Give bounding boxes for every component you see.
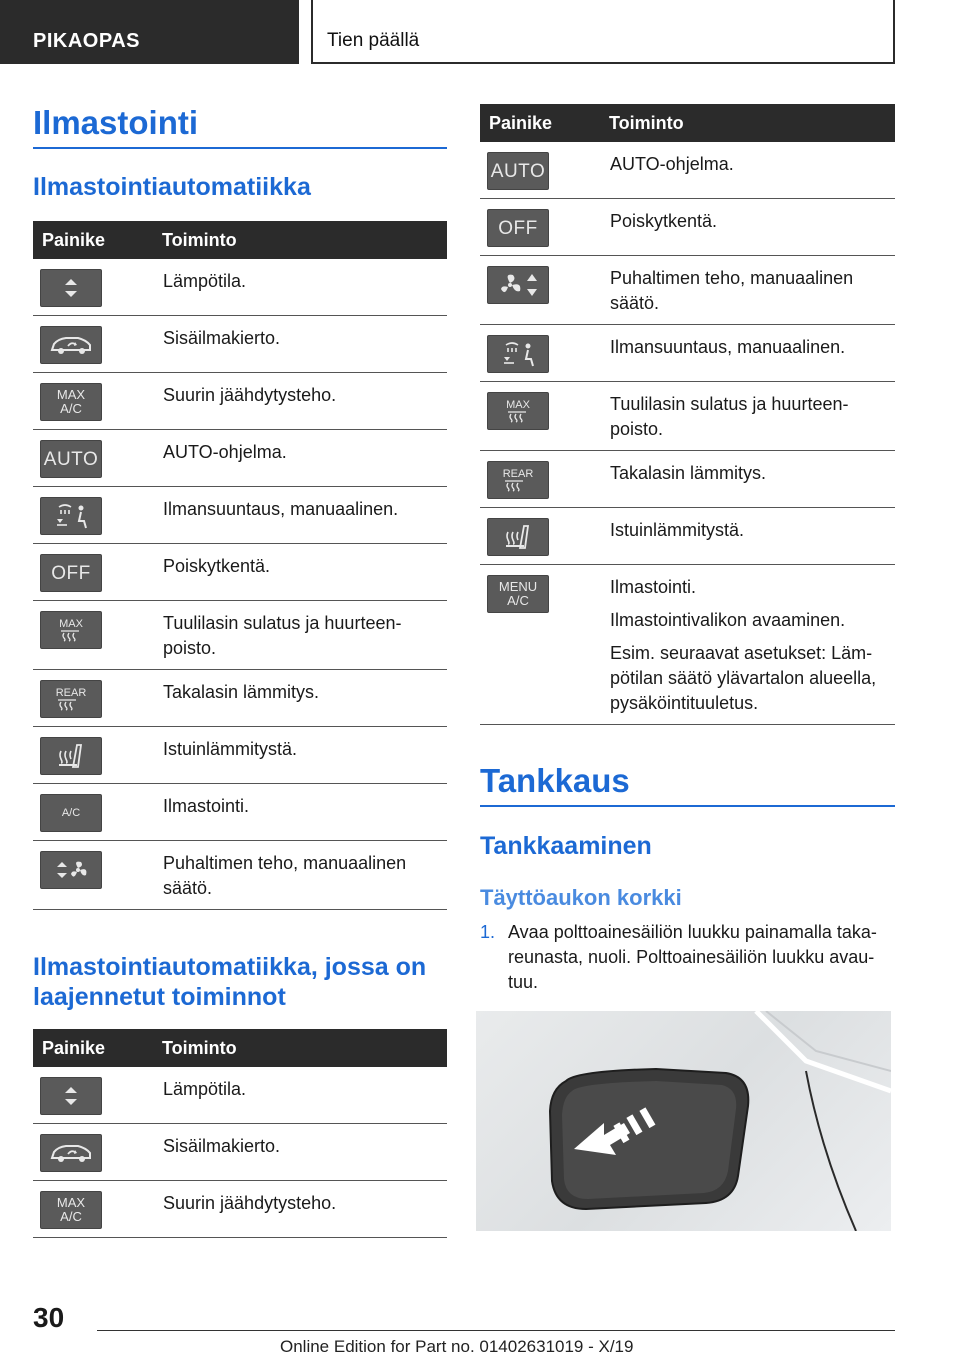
table-row	[33, 259, 447, 316]
button-cell	[33, 727, 155, 784]
defrost-waves-icon	[56, 699, 87, 711]
table-row	[33, 670, 447, 727]
button-cell	[33, 1181, 155, 1238]
table-row	[33, 1067, 447, 1124]
function-paragraph: Ilmastointi.	[610, 577, 697, 597]
section-label: PIKAOPAS	[33, 30, 140, 52]
function-cell	[602, 565, 895, 725]
function-text: säätö.	[163, 878, 213, 898]
function-paragraph: Ilmastointivalikon avaaminen.	[610, 610, 846, 630]
off-icon[interactable]	[40, 554, 102, 592]
function-text: Istuinlämmitystä.	[163, 739, 298, 759]
steps-list	[480, 920, 895, 995]
function-cell	[155, 487, 447, 544]
list-item	[480, 920, 895, 995]
recirculation-car-icon[interactable]	[40, 1134, 102, 1172]
col-header-function: Toiminto	[602, 104, 895, 142]
button-label: MAX	[506, 399, 530, 411]
table-row	[480, 325, 895, 382]
button-cell	[33, 259, 155, 316]
function-cell	[155, 1067, 447, 1124]
table-row	[33, 430, 447, 487]
function-text: Puhaltimen teho, manuaalinen	[163, 853, 407, 873]
table-row	[33, 487, 447, 544]
table-row	[480, 382, 895, 451]
fueling-heading: Tankkaaminen	[480, 832, 652, 860]
col-header-button: Painike	[33, 1029, 155, 1067]
button-cell	[33, 316, 155, 373]
defrost-waves-icon	[59, 630, 83, 642]
max-defrost-icon[interactable]	[487, 392, 549, 430]
button-label: REAR	[502, 468, 534, 480]
controls-table-2	[33, 1029, 447, 1238]
fuel-flap-photo	[476, 1011, 891, 1231]
function-text: Puhaltimen teho, manuaalinen	[610, 268, 854, 288]
section-heading: Ilmastointiautomatiikka	[33, 173, 311, 201]
defrost-waves-icon	[506, 411, 530, 423]
function-cell	[155, 601, 447, 670]
recirculation-car-icon[interactable]	[40, 326, 102, 364]
function-text: Takalasin lämmitys.	[610, 463, 767, 483]
function-text: Tuulilasin sulatus ja huurteen-	[163, 613, 402, 633]
col-header-function: Toiminto	[155, 1029, 447, 1067]
button-label: A/C	[61, 807, 81, 819]
function-cell	[602, 199, 895, 256]
function-text: Takalasin lämmitys.	[163, 682, 320, 702]
function-cell	[155, 430, 447, 487]
function-text: Suurin jäähdytysteho.	[163, 1193, 337, 1213]
col-header-button: Painike	[480, 104, 602, 142]
table-row	[33, 316, 447, 373]
button-label-top: MENU	[498, 579, 538, 594]
button-cell	[33, 544, 155, 601]
section-heading-extended: Ilmastointiautomatiikka, jossa on laajennetut toiminnot	[33, 953, 427, 1011]
step-number: 1.	[480, 922, 496, 942]
button-label-bottom: A/C	[60, 1209, 82, 1224]
step-text: Avaa polttoainesäiliön luukku painamalla taka-reunasta, nuoli. Polttoainesäiliön luukku avau-tuu.	[508, 922, 877, 992]
rear-defrost-icon[interactable]	[40, 680, 102, 718]
table-row	[480, 451, 895, 508]
function-text: poisto.	[610, 419, 664, 439]
table-row	[480, 508, 895, 565]
function-cell	[155, 259, 447, 316]
function-text: Suurin jäähdytysteho.	[163, 385, 337, 405]
function-cell	[155, 784, 447, 841]
table-row	[33, 1124, 447, 1181]
button-cell	[33, 487, 155, 544]
button-cell	[480, 508, 602, 565]
function-cell	[155, 1124, 447, 1181]
table-row	[480, 565, 895, 725]
button-label-top: MAX	[56, 387, 86, 402]
auto-icon[interactable]	[487, 152, 549, 190]
controls-table-3	[480, 104, 895, 725]
button-label-bottom: A/C	[507, 593, 529, 608]
function-text: Ilmansuuntaus, manuaalinen.	[163, 499, 399, 519]
function-text: Poiskytkentä.	[610, 211, 718, 231]
button-cell	[33, 1067, 155, 1124]
function-text: Sisäilmakierto.	[163, 328, 281, 348]
page-title: Ilmastointi	[33, 104, 447, 149]
function-text: Lämpötila.	[163, 271, 247, 291]
table-row	[33, 601, 447, 670]
seat-heating-icon[interactable]	[40, 737, 102, 775]
chapter-tab[interactable]	[311, 0, 895, 64]
fan-speed-icon[interactable]	[40, 851, 102, 889]
function-text: Ilmansuuntaus, manuaalinen.	[610, 337, 846, 357]
max-ac-icon[interactable]	[40, 383, 102, 421]
button-cell	[33, 670, 155, 727]
defrost-waves-icon	[503, 480, 534, 492]
button-label: MAX	[59, 618, 83, 630]
button-cell	[480, 451, 602, 508]
function-paragraph: Esim. seuraavat asetukset: Läm-pötilan säätö ylävartalon alueella, pysäköintituuletus.	[610, 643, 877, 713]
button-cell	[480, 142, 602, 199]
function-text: Sisäilmakierto.	[163, 1136, 281, 1156]
footer-edition: Online Edition for Part no. 01402631019 - X/19	[280, 1337, 634, 1356]
section-tab[interactable]	[0, 0, 299, 64]
button-cell	[480, 256, 602, 325]
button-cell	[33, 841, 155, 910]
seat-heating-icon[interactable]	[487, 518, 549, 556]
air-distribution-icon[interactable]	[40, 497, 102, 535]
function-text: Lämpötila.	[163, 1079, 247, 1099]
button-cell	[33, 1124, 155, 1181]
function-cell	[602, 382, 895, 451]
function-cell	[155, 544, 447, 601]
fan-arrows-icon[interactable]	[487, 266, 549, 304]
max-defrost-icon[interactable]	[40, 611, 102, 649]
function-cell	[155, 1181, 447, 1238]
function-cell	[155, 841, 447, 910]
button-label-top: MAX	[56, 1195, 86, 1210]
page-number: 30	[33, 1302, 65, 1333]
table-row	[33, 373, 447, 430]
button-cell	[480, 382, 602, 451]
auto-icon[interactable]	[40, 440, 102, 478]
function-text: säätö.	[610, 293, 660, 313]
table-row	[33, 784, 447, 841]
button-label: AUTO	[43, 448, 99, 470]
function-cell	[602, 256, 895, 325]
table-row	[480, 199, 895, 256]
button-cell	[480, 199, 602, 256]
temperature-arrows-icon[interactable]	[40, 1077, 102, 1115]
button-cell	[33, 784, 155, 841]
function-cell	[602, 325, 895, 382]
footer-rule	[97, 1330, 895, 1331]
button-label: OFF	[51, 562, 91, 584]
button-cell	[480, 325, 602, 382]
col-header-button: Painike	[33, 221, 155, 259]
table-row	[480, 142, 895, 199]
chapter-label: Tien päällä	[327, 30, 420, 51]
button-cell	[33, 601, 155, 670]
function-text: poisto.	[163, 638, 217, 658]
air-distribution-icon[interactable]	[487, 335, 549, 373]
max-ac-icon[interactable]	[40, 1191, 102, 1229]
function-text: Poiskytkentä.	[163, 556, 271, 576]
button-cell	[33, 373, 155, 430]
button-label: OFF	[498, 217, 538, 239]
function-cell	[602, 142, 895, 199]
table-row	[33, 727, 447, 784]
table-row	[480, 256, 895, 325]
function-cell	[155, 727, 447, 784]
button-label-bottom: A/C	[60, 401, 82, 416]
button-cell	[33, 430, 155, 487]
button-label: AUTO	[490, 160, 546, 182]
controls-table-1	[33, 221, 447, 910]
button-cell	[480, 565, 602, 725]
col-header-function: Toiminto	[155, 221, 447, 259]
function-text: AUTO-ohjelma.	[163, 442, 287, 462]
function-text: Tuulilasin sulatus ja huurteen-	[610, 394, 849, 414]
ac-icon[interactable]	[40, 794, 102, 832]
fueling-title: Tankkaus	[480, 762, 895, 807]
function-cell	[602, 508, 895, 565]
function-text: AUTO-ohjelma.	[610, 154, 734, 174]
function-text: Istuinlämmitystä.	[610, 520, 745, 540]
off-icon[interactable]	[487, 209, 549, 247]
menu-ac-icon[interactable]	[487, 575, 549, 613]
function-cell	[155, 670, 447, 727]
function-cell	[155, 373, 447, 430]
table-row	[33, 841, 447, 910]
button-label: REAR	[55, 687, 87, 699]
function-cell	[602, 451, 895, 508]
table-row	[33, 1181, 447, 1238]
function-text: Ilmastointi.	[163, 796, 250, 816]
rear-defrost-icon[interactable]	[487, 461, 549, 499]
function-cell	[155, 316, 447, 373]
table-row	[33, 544, 447, 601]
fuel-cap-heading: Täyttöaukon korkki	[480, 885, 682, 910]
temperature-arrows-icon[interactable]	[40, 269, 102, 307]
